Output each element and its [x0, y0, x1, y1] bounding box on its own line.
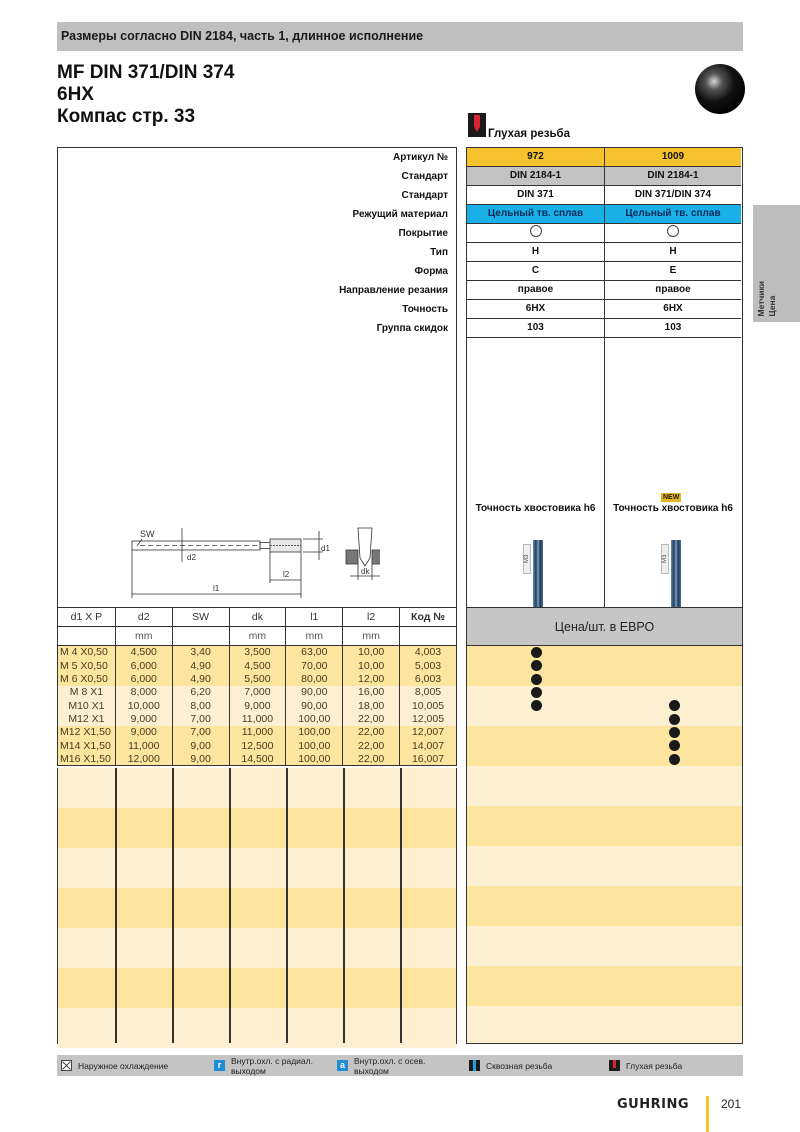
table-cell: 9,00 — [172, 739, 229, 752]
table-cell — [58, 627, 116, 646]
table-cell: 8,000 — [115, 686, 172, 699]
uncoated-icon — [530, 225, 542, 237]
table-cell — [172, 627, 229, 646]
table-row — [58, 752, 457, 765]
table-cell: M 8 X1 — [58, 686, 116, 699]
table-cell: 100,00 — [286, 726, 343, 739]
table-cell: l1 — [286, 608, 343, 627]
legend-label: Наружное охлаждение — [78, 1060, 169, 1071]
column-divider — [400, 768, 402, 1043]
size-mark: M3 — [523, 544, 531, 574]
table-cell: M 6 X0,50 — [58, 672, 116, 685]
side-tab-taps-price[interactable] — [753, 205, 800, 322]
table-cell: M14 X1,50 — [58, 739, 116, 752]
price-header: Цена/шт. в ЕВРО — [467, 608, 742, 646]
empty-row-band — [58, 768, 456, 808]
table-cell: Код № — [400, 608, 457, 627]
column-divider — [172, 768, 174, 1043]
article-number: 972 — [467, 148, 604, 167]
spec-value: H — [467, 243, 604, 262]
table-cell: 6,000 — [115, 659, 172, 672]
legend-axial-coolant — [337, 1055, 447, 1076]
table-cell: 9,000 — [115, 726, 172, 739]
legend-radial-coolant — [214, 1055, 334, 1076]
table-cell: 90,00 — [286, 699, 343, 712]
accent-divider — [706, 1096, 709, 1132]
shank-tolerance: Точность хвостовика h6 — [613, 503, 733, 514]
column-divider — [115, 768, 117, 1043]
table-cell: 10,000 — [115, 699, 172, 712]
table-row — [58, 739, 457, 752]
table-cell: 100,00 — [286, 739, 343, 752]
table-units-row — [58, 627, 457, 646]
price-row-band — [467, 886, 742, 926]
article-column-1009 — [605, 148, 741, 607]
table-cell: 9,000 — [229, 699, 286, 712]
price-row-band — [467, 926, 742, 966]
spec-value: 6HX — [467, 300, 604, 319]
spec-label: Группа скидок — [376, 323, 448, 334]
legend-external-cooling — [61, 1055, 168, 1076]
table-cell: M10 X1 — [58, 699, 116, 712]
page-number: 201 — [721, 1097, 742, 1111]
radial-coolant-icon: r — [214, 1060, 225, 1071]
table-cell: 100,00 — [286, 712, 343, 725]
availability-dot[interactable] — [669, 714, 680, 725]
uncoated-icon — [667, 225, 679, 237]
table-cell: 10,00 — [343, 646, 400, 659]
table-cell: 4,90 — [172, 672, 229, 685]
table-cell: 11,000 — [115, 739, 172, 752]
spec-value: правое — [605, 281, 741, 300]
compass-page-ref: Компас стр. 33 — [57, 106, 196, 127]
legend-label: Сквозная резьба — [486, 1060, 553, 1071]
table-cell: M16 X1,50 — [58, 752, 116, 765]
column-divider — [343, 768, 345, 1043]
section-header-bar: Размеры согласно DIN 2184, часть 1, длинное исполнение — [57, 22, 743, 51]
table-cell: 3,500 — [229, 646, 286, 659]
table-cell: 5,003 — [400, 659, 457, 672]
table-cell: 12,000 — [115, 752, 172, 765]
table-cell: 12,007 — [400, 726, 457, 739]
table-row — [58, 726, 457, 739]
spec-value — [467, 224, 604, 243]
legend-label: Внутр.охл. с радиал. выходом — [231, 1055, 313, 1076]
side-tab-line2: Цена — [767, 295, 777, 316]
table-cell: 4,003 — [400, 646, 457, 659]
table-cell: 4,500 — [115, 646, 172, 659]
price-column — [466, 607, 743, 1044]
table-cell: 18,00 — [343, 699, 400, 712]
table-cell: 7,000 — [229, 686, 286, 699]
table-cell: SW — [172, 608, 229, 627]
tolerance-title: 6HX — [57, 84, 94, 105]
spec-value: H — [605, 243, 741, 262]
brand-logo: GUHRING — [617, 1097, 690, 1112]
dk-label: dk — [361, 567, 370, 576]
article-number: 1009 — [605, 148, 741, 167]
tap-dimension-drawing — [120, 518, 380, 603]
spec-label: Стандарт — [401, 171, 448, 182]
d2-label: d2 — [187, 553, 196, 562]
l2-label: l2 — [283, 570, 290, 579]
table-cell: 22,00 — [343, 726, 400, 739]
table-cell: M 5 X0,50 — [58, 659, 116, 672]
dimensions-table — [57, 607, 457, 766]
table-cell: 16,007 — [400, 752, 457, 765]
table-cell: M12 X1 — [58, 712, 116, 725]
table-cell: 5,500 — [229, 672, 286, 685]
price-row-band — [467, 766, 742, 806]
availability-dot[interactable] — [531, 687, 542, 698]
price-row-band — [467, 686, 742, 726]
availability-dot[interactable] — [531, 647, 542, 658]
table-cell: dk — [229, 608, 286, 627]
empty-row-band — [58, 968, 456, 1008]
article-columns — [466, 147, 743, 607]
spec-value — [605, 224, 741, 243]
axial-coolant-icon: a — [337, 1060, 348, 1071]
table-cell: 16,00 — [343, 686, 400, 699]
table-cell: 11,000 — [229, 726, 286, 739]
blind-thread-label: Глухая резьба — [488, 128, 571, 140]
spec-label: Покрытие — [398, 228, 448, 239]
table-cell: 4,500 — [229, 659, 286, 672]
table-empty-area — [57, 768, 457, 1044]
spec-label: Точность — [402, 304, 448, 315]
spec-value: DIN 371 — [467, 186, 604, 205]
spec-label: Режущий материал — [352, 209, 448, 220]
price-row-band — [467, 1006, 742, 1043]
table-row — [58, 659, 457, 672]
column-divider — [286, 768, 288, 1043]
spec-label: Артикул № — [393, 152, 448, 163]
tap-drawing-svg — [120, 518, 380, 598]
table-cell: d1 X P — [58, 608, 116, 627]
shank-tolerance: Точность хвостовика h6 — [475, 503, 596, 514]
availability-dot[interactable] — [531, 674, 542, 685]
table-cell: 3,40 — [172, 646, 229, 659]
table-cell: 14,007 — [400, 739, 457, 752]
table-cell: 12,00 — [343, 672, 400, 685]
table-row — [58, 686, 457, 699]
table-cell: mm — [229, 627, 286, 646]
table-cell: d2 — [115, 608, 172, 627]
spec-label: Форма — [414, 266, 448, 277]
price-row-band — [467, 846, 742, 886]
table-cell: 6,000 — [115, 672, 172, 685]
column-divider — [229, 768, 231, 1043]
empty-row-band — [58, 808, 456, 848]
spec-value: DIN 2184-1 — [605, 167, 741, 186]
spec-value: E — [605, 262, 741, 281]
table-row — [58, 646, 457, 659]
table-cell: 9,000 — [115, 712, 172, 725]
new-badge: NEW — [663, 494, 680, 501]
empty-row-band — [58, 928, 456, 968]
spec-value: 6HX — [605, 300, 741, 319]
table-cell: 8,005 — [400, 686, 457, 699]
spec-label: Стандарт — [401, 190, 448, 201]
table-cell: 22,00 — [343, 739, 400, 752]
spec-value: C — [467, 262, 604, 281]
spec-value: Цельный тв. сплав — [605, 205, 741, 224]
table-cell: 10,005 — [400, 699, 457, 712]
table-cell: 11,000 — [229, 712, 286, 725]
table-cell: mm — [343, 627, 400, 646]
price-row-band — [467, 966, 742, 1006]
spec-value: Цельный тв. сплав — [467, 205, 604, 224]
external-cooling-icon — [61, 1060, 72, 1071]
table-cell: 12,005 — [400, 712, 457, 725]
table-cell: 4,90 — [172, 659, 229, 672]
table-cell: 14,500 — [229, 752, 286, 765]
blind-thread-icon — [468, 113, 486, 137]
table-cell: 7,00 — [172, 726, 229, 739]
table-cell: 80,00 — [286, 672, 343, 685]
table-cell: 90,00 — [286, 686, 343, 699]
table-header-row — [58, 608, 457, 627]
table-cell — [400, 627, 457, 646]
table-cell: 6,003 — [400, 672, 457, 685]
spec-value: DIN 2184-1 — [467, 167, 604, 186]
legend-label: Внутр.охл. с осев. выходом — [354, 1055, 426, 1076]
spec-value: правое — [467, 281, 604, 300]
blind-thread-icon — [609, 1060, 620, 1071]
sw-label: SW — [140, 529, 155, 539]
table-row — [58, 712, 457, 725]
table-cell: 100,00 — [286, 752, 343, 765]
table-cell: 22,00 — [343, 752, 400, 765]
table-cell: 22,00 — [343, 712, 400, 725]
price-row-band — [467, 726, 742, 766]
legend-bar — [57, 1055, 743, 1076]
table-cell: M12 X1,50 — [58, 726, 116, 739]
table-row — [58, 699, 457, 712]
table-row — [58, 672, 457, 685]
through-thread-icon — [469, 1060, 480, 1071]
table-cell: 7,00 — [172, 712, 229, 725]
table-cell: 8,00 — [172, 699, 229, 712]
table-cell: 12,500 — [229, 739, 286, 752]
spec-value: 103 — [605, 319, 741, 338]
table-cell: mm — [286, 627, 343, 646]
product-title: MF DIN 371/DIN 374 — [57, 62, 235, 83]
table-cell: 63,00 — [286, 646, 343, 659]
table-cell: M 4 X0,50 — [58, 646, 116, 659]
legend-label: Глухая резьба — [626, 1060, 683, 1071]
size-mark: M3 — [661, 544, 669, 574]
empty-row-band — [58, 1008, 456, 1048]
table-cell: 6,20 — [172, 686, 229, 699]
d1-label: d1 — [321, 544, 330, 553]
price-row-band — [467, 646, 742, 686]
l1-label: l1 — [213, 584, 220, 593]
table-cell: 9,00 — [172, 752, 229, 765]
table-cell: 70,00 — [286, 659, 343, 672]
side-tab-line1: Метчики — [756, 280, 766, 316]
article-column-972 — [467, 148, 605, 607]
spec-value: 103 — [467, 319, 604, 338]
table-cell: mm — [115, 627, 172, 646]
table-cell: l2 — [343, 608, 400, 627]
empty-row-band — [58, 888, 456, 928]
availability-dot[interactable] — [669, 754, 680, 765]
empty-row-band — [58, 848, 456, 888]
spec-value: DIN 371/DIN 374 — [605, 186, 741, 205]
legend-through-thread — [469, 1055, 552, 1076]
legend-blind-thread — [609, 1055, 682, 1076]
spec-label: Направление резания — [339, 285, 448, 296]
table-cell: 10,00 — [343, 659, 400, 672]
coating-sphere-icon — [695, 64, 745, 114]
spec-label: Тип — [430, 247, 448, 258]
price-row-band — [467, 806, 742, 846]
